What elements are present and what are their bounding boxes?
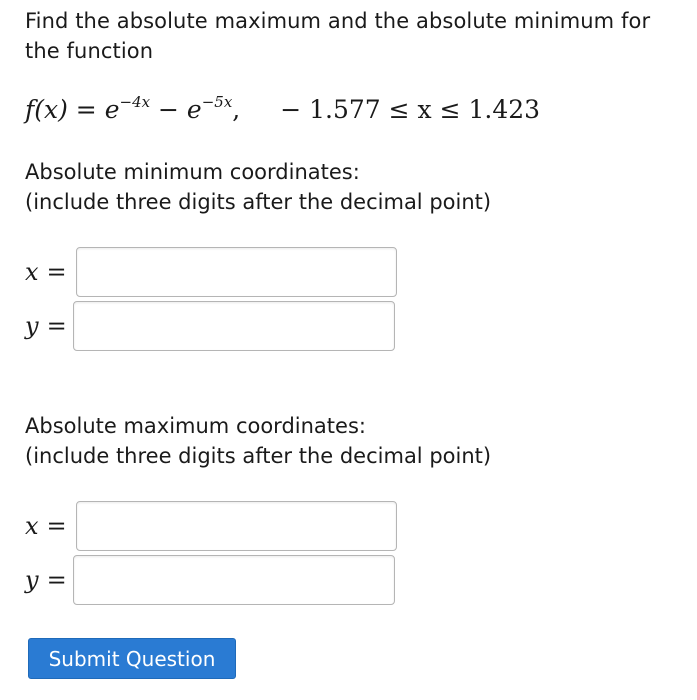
minimum-section-note: (include three digits after the decimal point) <box>25 190 492 214</box>
min-y-var: y <box>25 312 39 340</box>
max-x-equals: = <box>46 512 67 540</box>
max-x-var: x <box>25 512 39 540</box>
maximum-section-note: (include three digits after the decimal point) <box>25 444 492 468</box>
submit-question-button[interactable]: Submit Question <box>28 638 236 679</box>
formula-comma: , <box>232 95 241 124</box>
min-x-input[interactable] <box>76 247 397 297</box>
min-x-var: x <box>25 258 39 286</box>
max-y-var: y <box>25 566 39 594</box>
formula-lhs: f(x) = e <box>25 95 120 124</box>
min-y-label <box>25 311 67 341</box>
min-x-label <box>25 257 67 287</box>
formula-minus-term: − e <box>150 95 202 124</box>
question-prompt: Find the absolute maximum and the absolute minimum for the function <box>25 9 651 63</box>
function-formula <box>25 90 540 130</box>
formula-domain: − 1.577 ≤ x ≤ 1.423 <box>280 95 541 124</box>
formula-exponent-2: −5x <box>201 93 233 111</box>
min-y-input[interactable] <box>73 301 395 351</box>
minimum-section-title: Absolute minimum coordinates: <box>25 160 360 184</box>
max-y-label <box>25 565 67 595</box>
formula-exponent-1: −4x <box>119 93 151 111</box>
max-y-input[interactable] <box>73 555 395 605</box>
max-y-equals: = <box>46 566 67 594</box>
max-x-input[interactable] <box>76 501 397 551</box>
max-x-label <box>25 511 67 541</box>
maximum-section-title: Absolute maximum coordinates: <box>25 414 366 438</box>
min-x-equals: = <box>46 258 67 286</box>
min-y-equals: = <box>46 312 67 340</box>
